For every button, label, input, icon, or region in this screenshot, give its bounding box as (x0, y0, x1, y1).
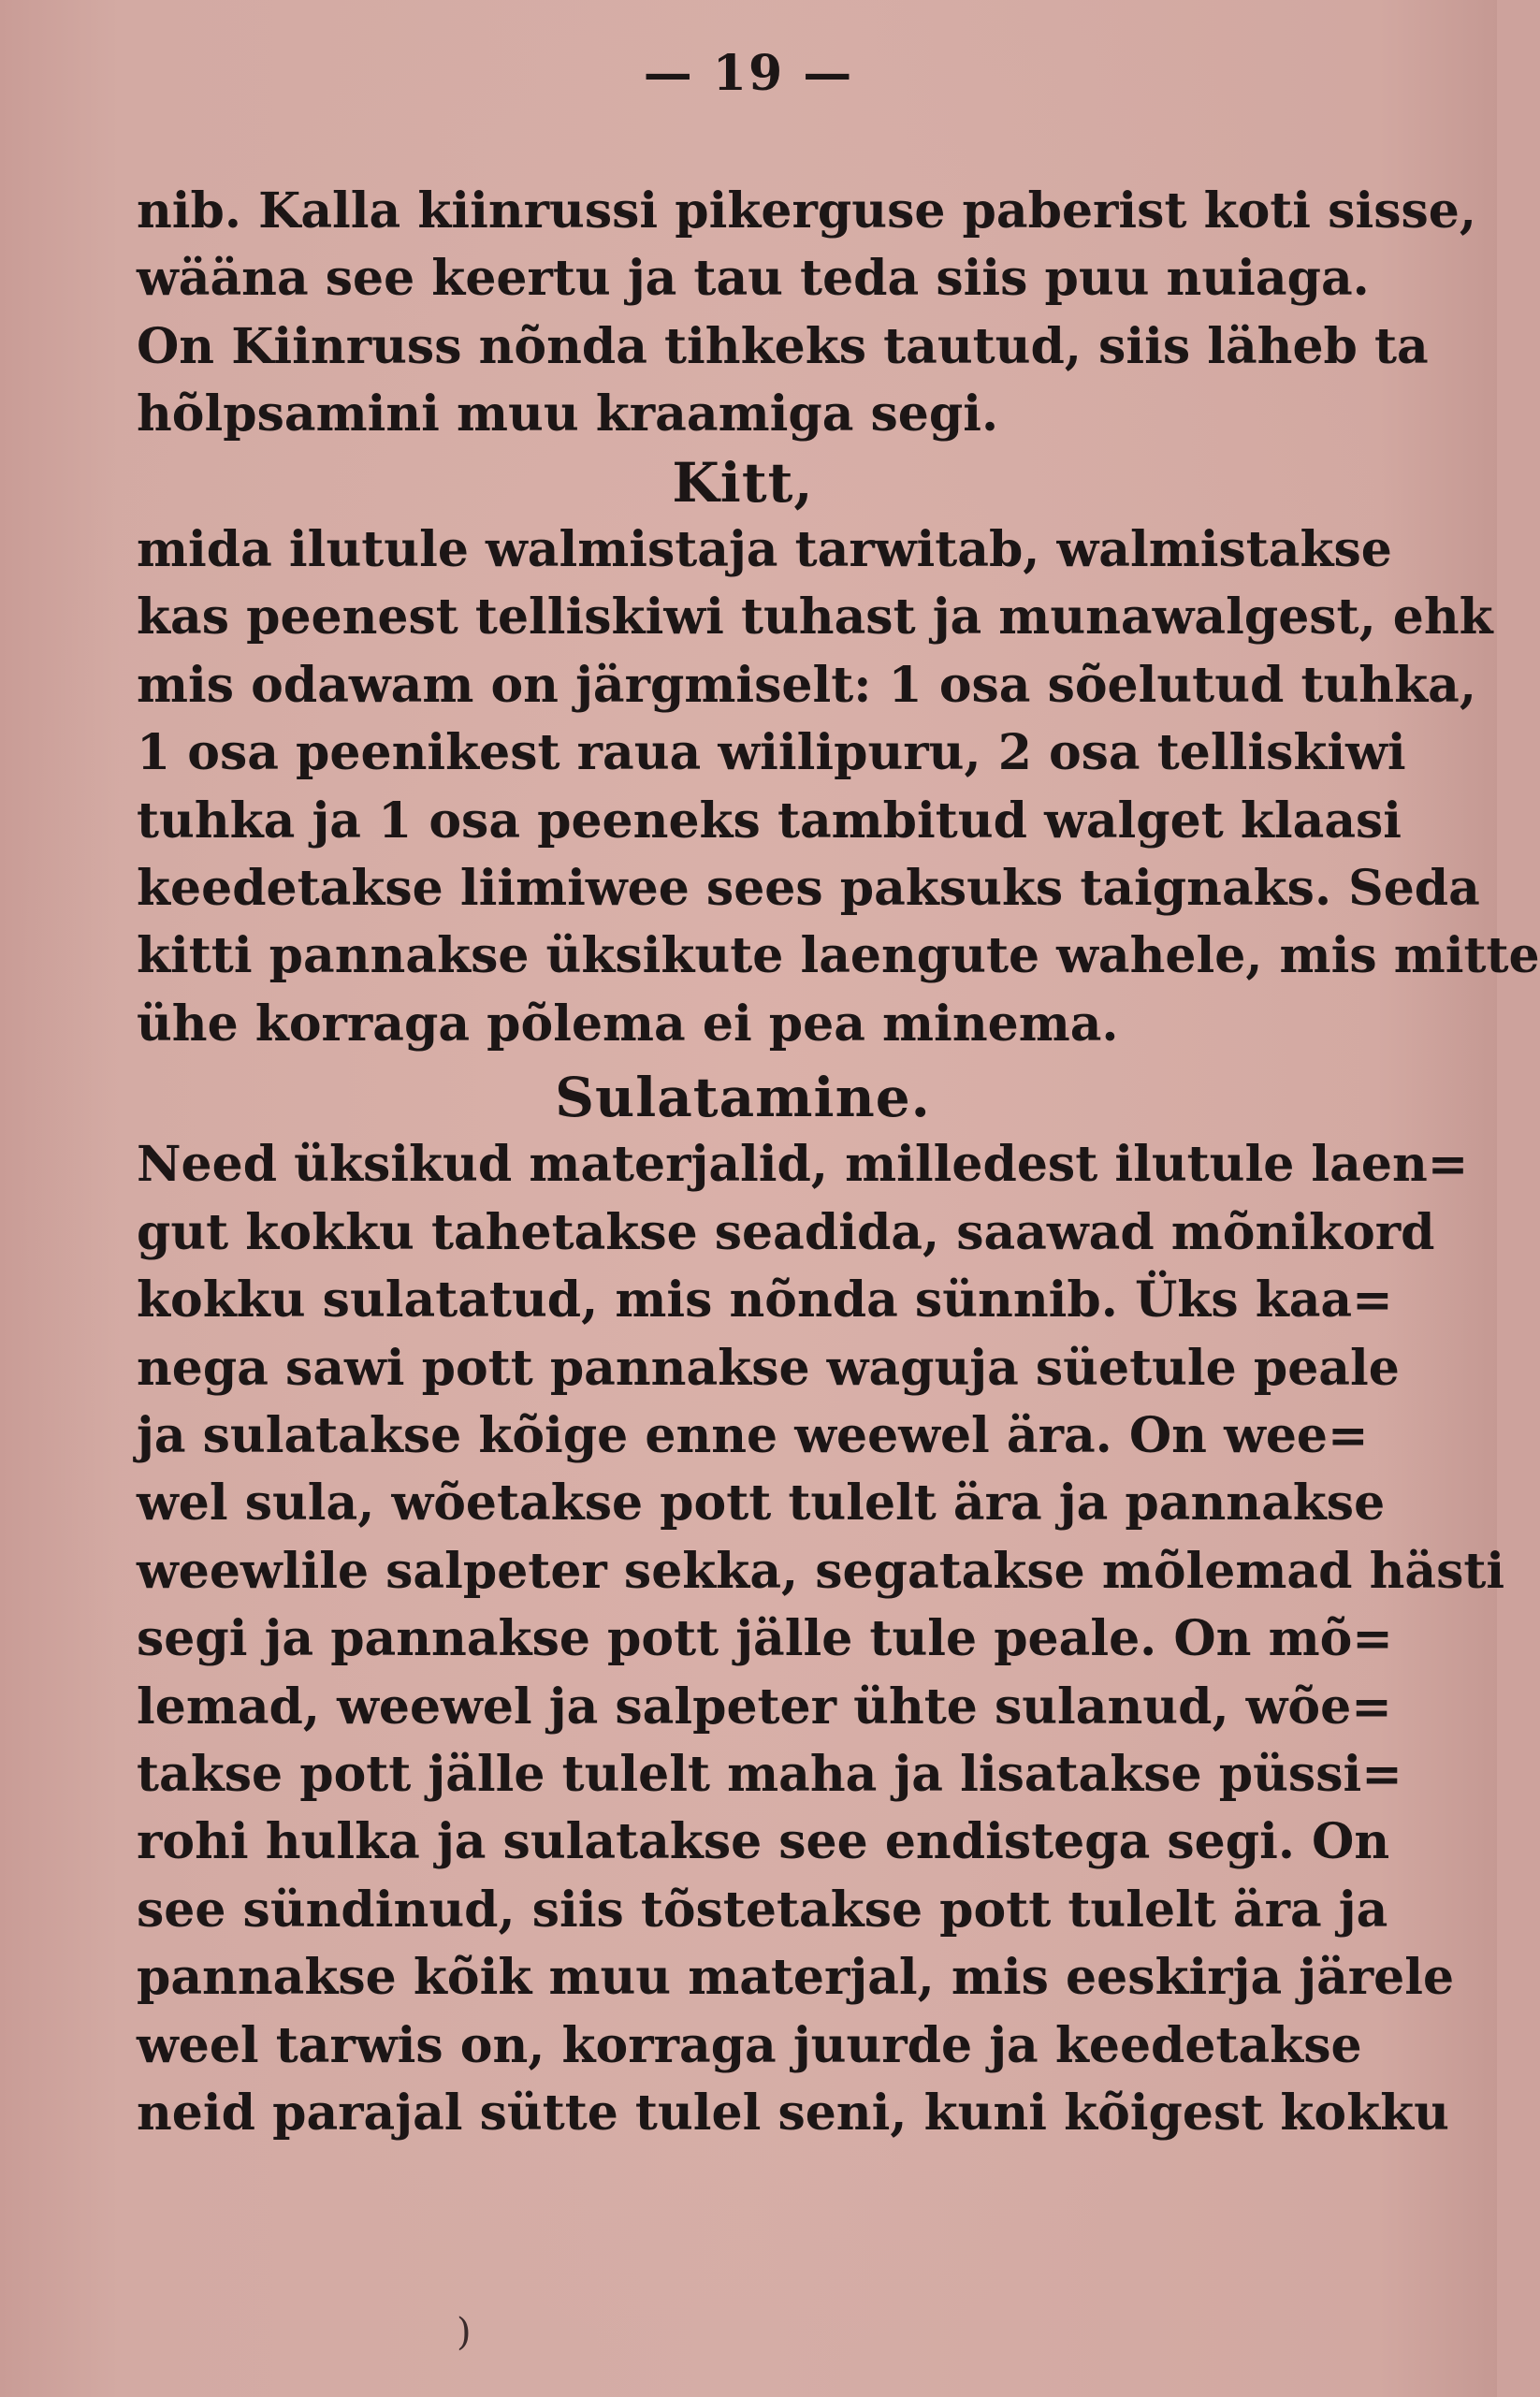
text-line: mis odawam on järgmiselt: 1 osa sõelutud tuhka, (137, 656, 1476, 714)
text-line: pannakse kõik muu materjal, mis eeskirja järele (137, 1949, 1455, 2007)
text-line: weel tarwis on, korraga juurde ja keedetakse (137, 2016, 1362, 2074)
text-line: keedetakse liimiwee sees paksuks taignaks. Seda (137, 859, 1480, 917)
text-line: kas peenest telliskiwi tuhast ja munawalgest, ehk (137, 588, 1493, 646)
paragraph-sulatamine (137, 1131, 1505, 2147)
text-line: nega sawi pott pannakse waguja süetule peale (137, 1339, 1400, 1397)
text-line: kokku sulatatud, mis nõnda sünnib. Üks kaa= (137, 1271, 1393, 1329)
paragraph-kitt (137, 516, 1540, 1058)
text-line: wääna see keertu ja tau teda siis puu nuiaga. (137, 250, 1370, 308)
paragraph-intro (137, 178, 1476, 449)
text-line: hõlpsamini muu kraamiga segi. (137, 385, 999, 443)
text-line: ühe korraga põlema ei pea minema. (137, 995, 1119, 1053)
text-line: mida ilutule walmistaja tarwitab, walmistakse (137, 520, 1392, 578)
text-line: tuhka ja 1 osa peeneks tambitud walget klaasi (137, 792, 1402, 850)
text-line: kitti pannakse üksikute laengute wahele, mis mitte (137, 927, 1540, 985)
section-heading-sulatamine: Sulatamine. (555, 1066, 931, 1130)
page-number: — 19 — (643, 45, 854, 102)
text-line: see sündinud, siis tõstetakse pott tulelt ära ja (137, 1881, 1388, 1939)
text-line: 1 osa peenikest raua wiilipuru, 2 osa telliskiwi (137, 724, 1406, 782)
text-line: wel sula, wõetakse pott tulelt ära ja pannakse (137, 1475, 1386, 1533)
text-line: gut kokku tahetakse seadida, saawad mõnikord (137, 1203, 1435, 1261)
text-line: lemad, weewel ja salpeter ühte sulanud, wõe= (137, 1678, 1392, 1736)
text-line: ja sulatakse kõige enne weewel ära. On wee= (137, 1407, 1369, 1465)
text-line: nib. Kalla kiinrussi pikerguse paberist koti sisse, (137, 182, 1476, 240)
text-line: On Kiinruss nõnda tihkeks tautud, siis läheb ta (137, 317, 1429, 375)
text-line: takse pott jälle tulelt maha ja lisatakse püssi= (137, 1745, 1402, 1803)
text-line: segi ja pannakse pott jälle tule peale. On mõ= (137, 1610, 1393, 1668)
ink-smudge-mark: ) (457, 2311, 472, 2354)
text-line: Need üksikud materjalid, milledest ilutule laen= (137, 1136, 1469, 1194)
section-heading-kitt: Kitt, (672, 450, 814, 515)
text-line: weewlile salpeter sekka, segatakse mõlemad hästi (137, 1542, 1505, 1600)
text-line: rohi hulka ja sulatakse see endistega segi. On (137, 1813, 1390, 1871)
text-line: neid parajal sütte tulel seni, kuni kõigest kokku (137, 2084, 1449, 2142)
page-text (137, 178, 1540, 2147)
